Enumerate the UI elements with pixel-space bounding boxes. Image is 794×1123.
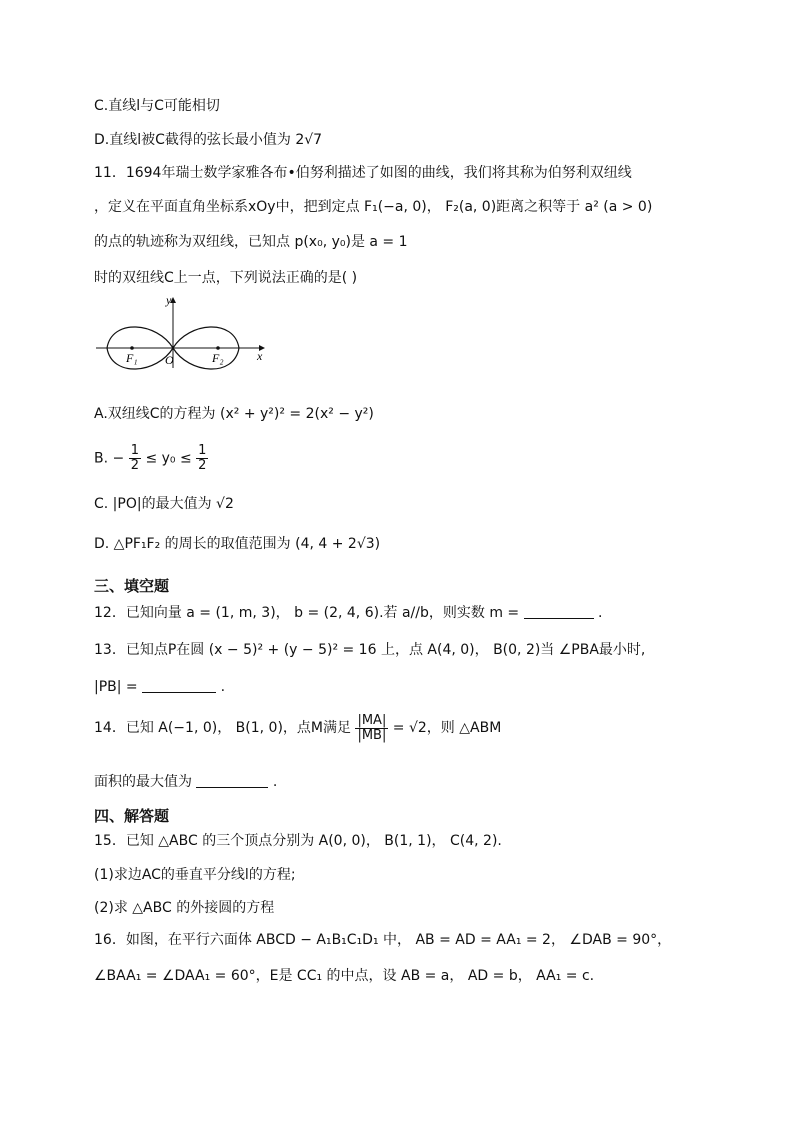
x-axis-label: x [257, 349, 263, 363]
origin-label: O [165, 353, 174, 367]
section-solve-heading: 四、解答题 [94, 807, 170, 825]
q12-answer-blank [524, 604, 594, 619]
q14-line2 [94, 772, 277, 792]
q15-part1: (1)求边AC的垂直平分线l的方程; [94, 867, 296, 883]
option-b-mid: ≤ y₀ ≤ [145, 450, 197, 467]
option-d-q10: D.直线l被C截得的弦长最小值为 2√7 [94, 132, 323, 148]
option-b-q11 [94, 444, 208, 473]
fraction-denominator: 2 [130, 458, 139, 473]
fraction-numerator: |MA| [355, 714, 388, 729]
q14-line1 [94, 712, 501, 744]
f2-label: F₂ [212, 351, 224, 365]
option-a-q11: A.双纽线C的方程为 (x² + y²)² = 2(x² − y²) [94, 406, 374, 422]
q13-line1: 13．已知点P在圆 (x − 5)² + (y − 5)² = 16 上，点 A(4, 0)， B(0, 2)当 ∠PBA最小时, [94, 642, 646, 658]
option-c-q10: C.直线l与C可能相切 [94, 98, 220, 114]
q13-answer-blank [142, 678, 216, 693]
section-fill-heading: 三、填空题 [94, 577, 170, 595]
lemniscate-figure [94, 290, 274, 370]
q11-line4: 时的双纽线C上一点，下列说法正确的是( ) [94, 270, 358, 286]
q13-line2 [94, 677, 225, 697]
q12 [94, 603, 603, 623]
fraction-half-2 [196, 444, 208, 473]
q11-line1: 11．1694年瑞士数学家雅各布•伯努利描述了如图的曲线，我们将其称为伯努利双纽线 [94, 165, 632, 181]
q14-area-text: 面积的最大值为 [94, 774, 192, 790]
fraction-numerator: 1 [198, 443, 207, 458]
option-d-q11: D. △PF₁F₂ 的周长的取值范围为 (4, 4 + 2√3) [94, 536, 381, 552]
q13-pb-label: |PB| = [94, 679, 138, 695]
q14-prefix: 14．已知 A(−1, 0)， B(1, 0)，点M满足 [94, 720, 356, 736]
q12-text: 12．已知向量 a = (1, m, 3)， b = (2, 4, 6).若 a//b，则实数 m = [94, 605, 520, 621]
f1-label: F₁ [126, 351, 138, 365]
q15-line1: 15．已知 △ABC 的三个顶点分别为 A(0, 0)， B(1, 1)， C(4, 2). [94, 833, 502, 849]
q16-line2: ∠BAA₁ = ∠DAA₁ = 60°，E是 CC₁ 的中点，设 AB = a， AD = b， AA₁ = c. [94, 968, 595, 984]
fraction-denominator: 2 [198, 458, 207, 473]
q14-end: . [272, 774, 278, 790]
focus-f2-point [216, 346, 220, 350]
fraction-denominator: |MB| [357, 727, 387, 743]
option-b-prefix: B. − [94, 450, 125, 467]
q11-line2: ，定义在平面直角坐标系xOy中，把到定点 F₁(−a, 0)， F₂(a, 0)距离之积等于 a² (a > 0) [94, 199, 653, 215]
q13-end: . [220, 679, 226, 695]
q14-answer-blank [196, 773, 268, 788]
q11-line3: 的点的轨迹称为双纽线，已知点 p(x₀, y₀)是 a = 1 [94, 234, 408, 250]
focus-f1-point [130, 346, 134, 350]
q14-fraction [355, 714, 388, 743]
q15-part2: (2)求 △ABC 的外接圆的方程 [94, 900, 275, 916]
fraction-half-1 [129, 444, 141, 473]
option-c-q11: C. |PO|的最大值为 √2 [94, 496, 234, 512]
q12-end: . [598, 605, 603, 621]
fraction-numerator: 1 [130, 443, 139, 458]
q14-suffix: = √2，则 △ABM [392, 720, 502, 736]
q16-line1: 16．如图，在平行六面体 ABCD − A₁B₁C₁D₁ 中， AB = AD = AA₁ = 2， ∠DAB = 90°， [94, 932, 672, 948]
y-axis-label: y [166, 293, 172, 307]
